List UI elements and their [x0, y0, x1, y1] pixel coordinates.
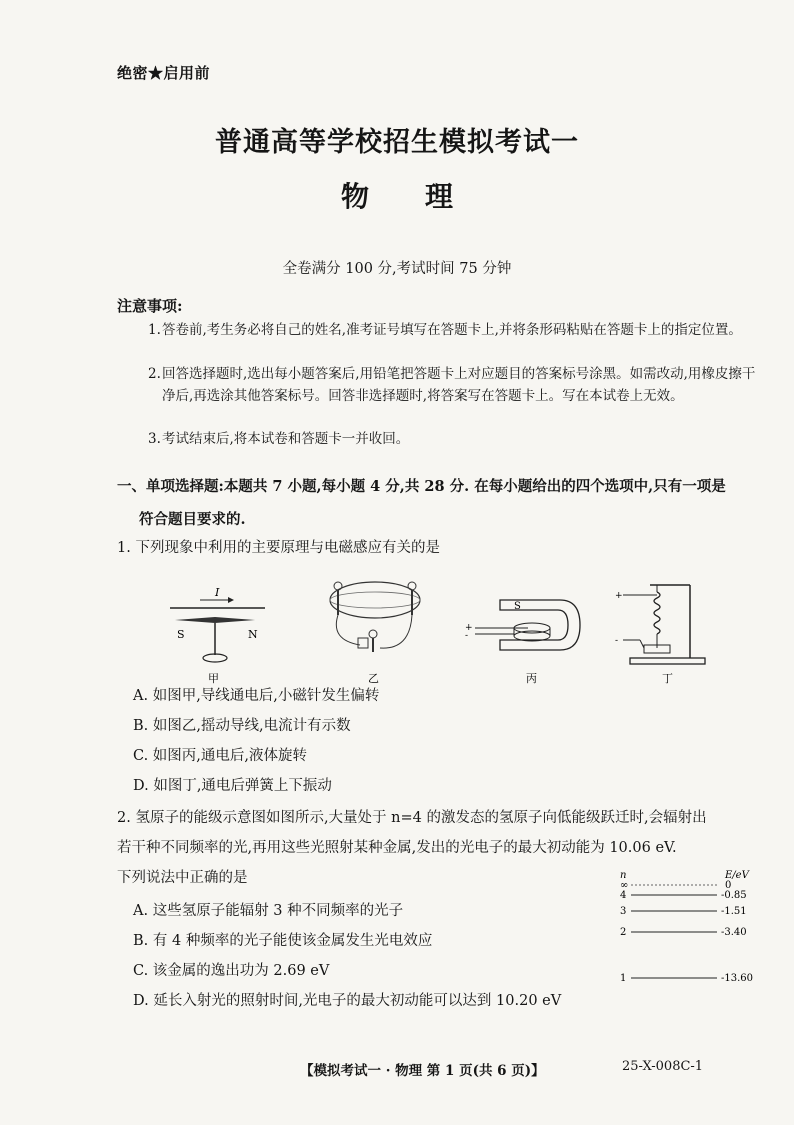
confidential-mark: 绝密★启用前: [117, 64, 211, 82]
q2-stem-2: 若干种不同频率的光,再用这些光照射某种金属,发出的光电子的最大初动能为 10.06 eV.: [117, 840, 677, 856]
level-n: 3: [620, 906, 627, 917]
bing-plus: +: [465, 623, 473, 633]
q2-option-b: B. 有 4 种频率的光子能使该金属发生光电效应: [133, 933, 433, 949]
subject-char-2: 理: [425, 180, 454, 213]
bing-minus: -: [465, 631, 469, 641]
level-n: 4: [620, 890, 627, 901]
notice-item-3: [148, 429, 758, 451]
needle-s-label: S: [177, 628, 185, 641]
subject-title: [0, 175, 794, 215]
figure-ding: [615, 585, 705, 664]
figure-yi: [330, 582, 420, 652]
energy-level-diagram: [615, 868, 765, 988]
level-n: ∞: [620, 880, 629, 891]
level-e: -1.51: [721, 906, 747, 917]
q1-option-d: D. 如图丁,通电后弹簧上下振动: [133, 778, 332, 794]
fig-label-bing: 丙: [526, 672, 537, 685]
level-e: 0: [725, 880, 732, 891]
ding-minus: -: [615, 636, 619, 646]
q2-stem-3: 下列说法中正确的是: [117, 870, 248, 886]
notice-text: 考试结束后,将本试卷和答题卡一并收回。: [162, 431, 410, 447]
section-heading: [117, 470, 757, 536]
notice-text: 回答选择题时,选出每小题答案后,用铅笔把答题卡上对应题目的答案标号涂黑。如需改动,用橡皮擦干净后,再选涂其他答案标号。回答非选择题时,将答案写在答题卡上。写在本试卷上无效。: [162, 366, 756, 404]
q1-option-c: C. 如图丙,通电后,液体旋转: [133, 748, 308, 764]
q1-figures: [160, 570, 720, 685]
exam-meta: 全卷满分 100 分,考试时间 75 分钟: [282, 261, 512, 277]
figure-bing: [465, 600, 580, 650]
q2-option-c: C. 该金属的逸出功为 2.69 eV: [133, 963, 330, 979]
magnet-s-label: S: [514, 601, 521, 612]
current-label: I: [215, 586, 220, 599]
ding-plus: +: [615, 591, 623, 601]
notice-item-2: [148, 364, 758, 407]
level-n: 2: [620, 927, 627, 938]
notice-num: 2.: [148, 366, 161, 382]
figure-jia: [170, 586, 265, 662]
section-heading-line2: 符合题目要求的.: [139, 511, 246, 528]
level-e: -0.85: [721, 890, 747, 901]
notice-text: 答卷前,考生务必将自己的姓名,准考证号填写在答题卡上,并将条形码粘贴在答题卡上的指定位置。: [162, 322, 742, 338]
notice-num: 3.: [148, 431, 161, 447]
level-e: -3.40: [721, 927, 747, 938]
q1-option-a: A. 如图甲,导线通电后,小磁针发生偏转: [133, 688, 380, 704]
paper-code: 25-X-008C-1: [622, 1059, 704, 1074]
subject-char-1: 物: [340, 180, 369, 213]
q1-stem: 1. 下列现象中利用的主要原理与电磁感应有关的是: [117, 540, 440, 556]
n-axis-label: n: [620, 870, 627, 881]
notice-num: 1.: [148, 322, 161, 338]
q2-option-d: D. 延长入射光的照射时间,光电子的最大初动能可以达到 10.20 eV: [133, 993, 562, 1009]
exam-title: 普通高等学校招生模拟考试一: [215, 127, 579, 158]
page-footer: 【模拟考试一 · 物理 第 1 页(共 6 页)】: [300, 1063, 545, 1079]
q2-option-a: A. 这些氢原子能辐射 3 种不同频率的光子: [133, 903, 404, 919]
fig-label-jia: 甲: [208, 672, 219, 685]
q2-stem-1: 2. 氢原子的能级示意图如图所示,大量处于 n=4 的激发态的氢原子向低能级跃迁时,会辐射出: [117, 810, 707, 826]
fig-label-ding: 丁: [662, 672, 673, 685]
level-n: 1: [620, 973, 627, 984]
section-heading-line1: 一、单项选择题:本题共 7 小题,每小题 4 分,共 28 分. 在每小题给出的四个选项中,只有一项是: [117, 478, 726, 495]
needle-n-label: N: [248, 628, 258, 641]
e-axis-label: E/eV: [725, 870, 749, 881]
notice-item-1: [148, 320, 758, 342]
level-e: -13.60: [721, 973, 754, 984]
q1-option-b: B. 如图乙,摇动导线,电流计有示数: [133, 718, 351, 734]
notice-heading: 注意事项:: [117, 297, 183, 315]
fig-label-yi: 乙: [368, 672, 379, 685]
